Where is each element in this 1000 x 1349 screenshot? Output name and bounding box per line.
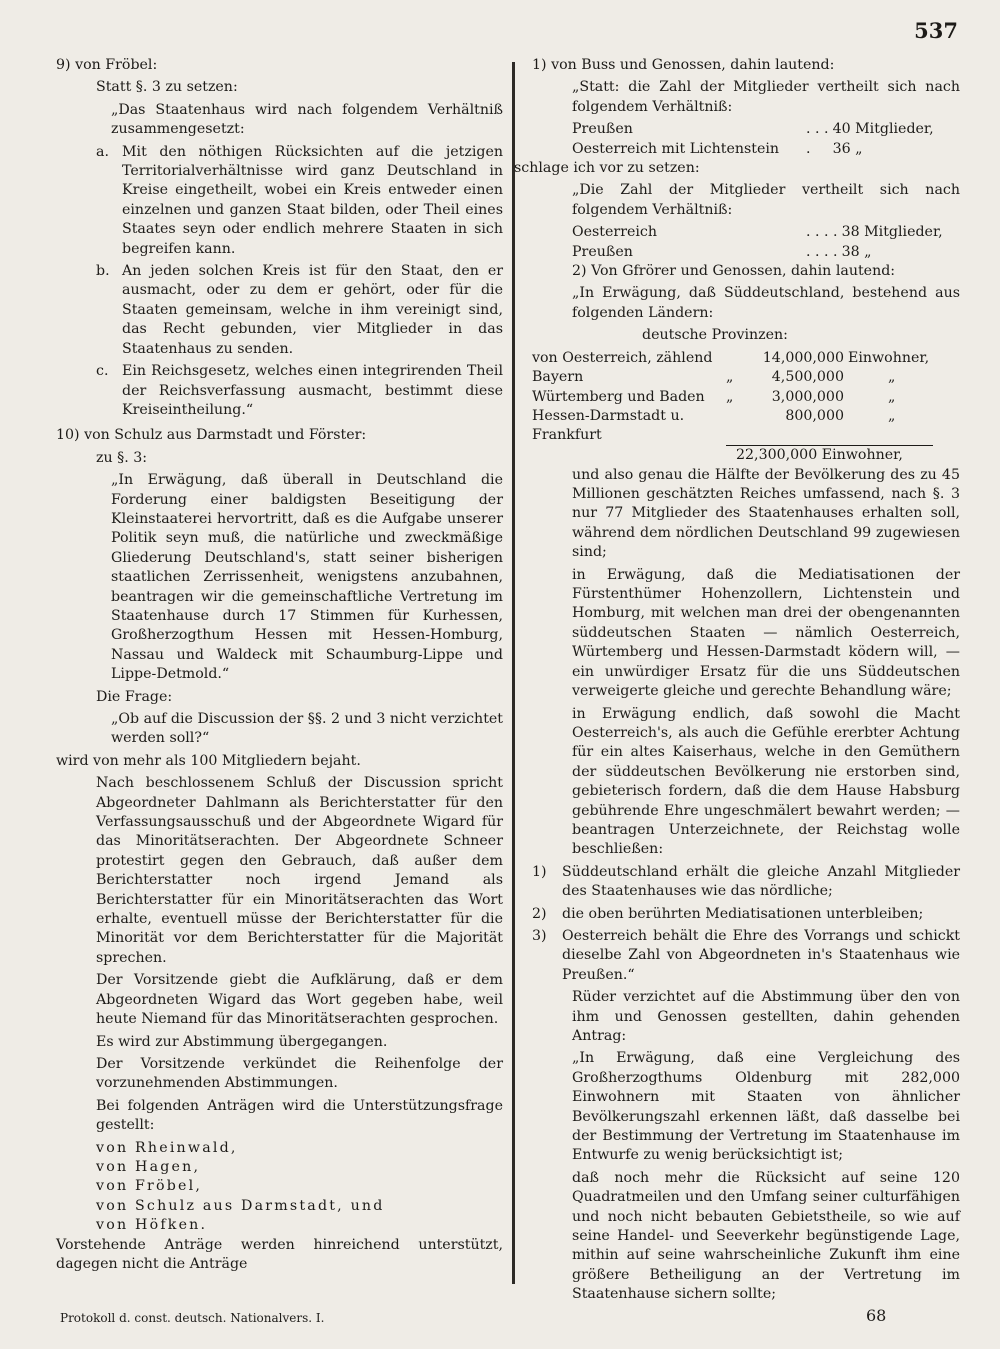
numbered-item-1 xyxy=(532,863,960,902)
cell-empty xyxy=(532,446,726,466)
paragraph-vorsitzende-2: Der Vorsitzende verkündet die Reihenfolge der vorzunehmenden Abstimmungen. xyxy=(96,1055,503,1092)
rueder-quote-1: „In Erwägung, daß eine Vergleichung des Großherzogthums Oldenburg mit 282,000 Einwohnern mit Staaten von ähnlicher Bevölkerungszahl erkennen läßt, daß dasselbe bei der Bestimmung der Vertretung im Staatenhause im Entwurfe zu wenig berücksichtigt ist; xyxy=(572,1050,960,1164)
cell-state: Hessen-Darmstadt u. Frankfurt xyxy=(532,407,685,444)
cell-state: von Oesterreich, zählend xyxy=(532,349,713,366)
list-item: von Rheinwald, xyxy=(96,1139,238,1156)
table-row xyxy=(532,388,933,407)
cell-total: 22,300,000 Einwohner, xyxy=(726,446,933,466)
table-row xyxy=(532,407,933,446)
motion-9-intro: Statt §. 3 zu setzen: xyxy=(96,79,238,96)
cell-value: 38 Mitglieder, xyxy=(841,224,943,241)
numbered-item-2 xyxy=(532,905,960,924)
list-item: von Fröbel, xyxy=(96,1178,203,1195)
question-answer: wird von mehr als 100 Mitgliedern bejaht. xyxy=(56,752,361,769)
item-text: An jeden solchen Kreis ist für den Staat, den er ausmacht, oder zu dem er gehört, oder für die Staaten gemeinsam, welche in ihm vereinigt sind, das Recht gebunden, vier Mitglieder in das Staatenhaus zu senden. xyxy=(122,263,503,357)
cell-value: 38 „ xyxy=(841,243,872,260)
motion-9-item-a xyxy=(56,143,503,259)
cell-state: Bayern xyxy=(532,369,584,386)
item-label: 3) xyxy=(532,927,547,944)
cell-state: Oesterreich xyxy=(572,224,657,241)
item-text: Oesterreich behält die Ehre des Vorrangs und schickt dieselbe Zahl von Abgeordneten in's Staatenhaus wie Preußen.“ xyxy=(562,927,960,983)
cell-unit: „ xyxy=(888,369,896,386)
cell-unit: Einwohner, xyxy=(848,349,930,366)
motion-9-heading: 9) von Fröbel: xyxy=(56,57,158,73)
table-row xyxy=(572,120,938,139)
paragraph-unterstuetzung: Bei folgenden Anträgen wird die Unterstützungsfrage gestellt: xyxy=(96,1097,503,1134)
cell-state: Preußen xyxy=(572,121,633,138)
cell-ditto: „ xyxy=(726,369,734,386)
cell-value: 3,000,000 xyxy=(771,388,844,405)
cell-ditto: „ xyxy=(726,388,734,405)
motion-list xyxy=(56,1139,503,1236)
list-item: von Hagen, xyxy=(96,1158,201,1175)
left-column xyxy=(56,56,503,1277)
item-label: b. xyxy=(96,263,110,280)
motion-2-heading: 2) Von Gfrörer und Genossen, dahin lautend: xyxy=(572,263,896,280)
motion-9-quote: „Das Staatenhaus wird nach folgendem Verhältniß zusammengesetzt: xyxy=(111,101,503,138)
paragraph-abstimmung: Es wird zur Abstimmung übergegangen. xyxy=(96,1033,388,1050)
motion-2-para-1: und also genau die Hälfte der Bevölkerung des zu 45 Millionen geschätzten Reiches umfassend, nach §. 3 nur 77 Mitglieder des Staatenhauses erhalten soll, während dem nördlichen Deutschland 99 zugewiesen sind; xyxy=(572,466,960,561)
paragraph-vorsitzende-1: Der Vorsitzende giebt die Aufklärung, daß er dem Abgeordneten Wigard das Wort gegeben habe, weil heute Niemand für das Minoritätserachten gesprochen. xyxy=(96,972,503,1028)
rueder-quote-2: daß noch mehr die Rücksicht auf seine 120 Quadratmeilen und den Umfang seiner culturfähigen und noch nicht bebauten Gebietstheile, so wie auf seine Handel- und Seeverkehr begünstigende Lage, mithin auf seine wahrscheinliche Zukunft ihm eine größere Betheiligung an der Vertretung im Staatenhause sichern sollte; xyxy=(572,1169,960,1303)
cell-value: 14,000,000 xyxy=(762,349,844,366)
cell-dots: . xyxy=(806,140,811,157)
item-label: 1) xyxy=(532,863,547,880)
cell-dots: . . . . xyxy=(806,243,838,260)
cell-value: 800,000 xyxy=(785,407,844,424)
table-proposed-distribution xyxy=(572,223,947,262)
cell-state: Würtemberg und Baden xyxy=(532,388,705,405)
cell-value: 40 Mitglieder, xyxy=(832,121,934,138)
cell-dots: . . . . xyxy=(806,224,838,241)
cell-value: 36 „ xyxy=(832,140,863,157)
item-label: 2) xyxy=(532,905,547,922)
list-item: von Schulz aus Darmstadt, und xyxy=(96,1197,385,1214)
table-row xyxy=(572,243,947,262)
table-total-row xyxy=(532,446,933,466)
motion-10-heading: 10) von Schulz aus Darmstadt und Förster: xyxy=(56,427,367,444)
item-text: Ein Reichsgesetz, welches einen integrirenden Theil der Reichsverfassung ausmacht, bestimmt diese Kreiseintheilung.“ xyxy=(122,363,503,418)
question-intro: Die Frage: xyxy=(96,688,173,705)
footer-title: Protokoll d. const. deutsch. Nationalvers. I. xyxy=(60,1311,325,1325)
item-label: a. xyxy=(96,143,109,160)
motion-1-quote-2: „Die Zahl der Mitglieder vertheilt sich nach folgendem Verhältniß: xyxy=(572,182,960,218)
motion-2-para-2: in Erwägung, daß die Mediatisationen der Fürstenthümer Hohenzollern, Lichtenstein und Homburg, mit welchen man drei der obengenannten süddeutschen Staaten — nämlich Oesterreich, Würtemberg und Hessen-Darmstadt ködern will, — ein unwürdiger Ersatz für die uns Süddeutschen verweigerte gleiche und gerechte Behandlung wäre; xyxy=(572,566,960,700)
cell-unit: „ xyxy=(888,388,896,405)
column-divider xyxy=(512,62,515,1284)
motion-1-heading: 1) von Buss und Genossen, dahin lautend: xyxy=(532,57,835,73)
right-column xyxy=(514,56,960,1308)
motion-9-item-b xyxy=(56,262,503,359)
motion-1-quote: „Statt: die Zahl der Mitglieder vertheilt sich nach folgendem Verhältniß: xyxy=(572,79,960,115)
cell-dots: . . . xyxy=(806,121,829,138)
numbered-item-3 xyxy=(532,927,960,985)
cell-ditto xyxy=(726,349,754,368)
item-label: c. xyxy=(96,363,109,380)
cell-value: 4,500,000 xyxy=(771,369,844,386)
provinces-heading: deutsche Provinzen: xyxy=(642,327,788,344)
motion-10-quote: „In Erwägung, daß überall in Deutschland die Forderung einer baldigsten Beseitigung der Kleinstaaterei hervortritt, daß es die Aufgabe unserer Politik seyn muß, die natürliche und zweckmäßige Gliederung Deutschland's, statt seiner bisherigen staatlichen Zerrissenheit, wenigstens anzubahnen, beantragen wir die gemeinschaftliche Vertretung im Staatenhause durch 17 Stimmen für Kurhessen, Großherzogthum Hessen mit Hessen-Homburg, Nassau und Waldeck mit Schaumburg-Lippe und Lippe-Detmold.“ xyxy=(111,472,503,683)
paragraph-vorstehende: Vorstehende Anträge werden hinreichend unterstützt, dagegen nicht die Anträge xyxy=(56,1236,503,1272)
item-text: Süddeutschland erhält die gleiche Anzahl Mitglieder des Staatenhauses wie das nördliche; xyxy=(562,863,960,900)
motion-2-quote: „In Erwägung, daß Süddeutschland, bestehend aus folgenden Ländern: xyxy=(572,285,960,321)
motion-9-item-c xyxy=(56,362,503,420)
table-row xyxy=(532,368,933,387)
list-item: von Höfken. xyxy=(96,1217,208,1234)
motion-1-mid: schlage ich vor zu setzen: xyxy=(514,160,700,177)
table-row xyxy=(572,223,947,242)
cell-unit: „ xyxy=(888,407,896,424)
rueder-paragraph: Rüder verzichtet auf die Abstimmung über den von ihm und Genossen gestellten, dahin gehenden Antrag: xyxy=(572,989,960,1044)
table-current-distribution xyxy=(572,120,938,159)
motion-10-intro: zu §. 3: xyxy=(96,449,148,466)
cell-state: Oesterreich mit Lichtenstein xyxy=(572,140,780,157)
question-text: „Ob auf die Discussion der §§. 2 und 3 nicht verzichtet werden soll?“ xyxy=(111,711,503,747)
table-row xyxy=(572,140,938,159)
motion-2-para-3: in Erwägung endlich, daß sowohl die Macht Oesterreich's, als auch die Gefühle ererbter Achtung für ein altes Kaiserhaus, welche in den Gemüthern der süddeutschen Bevölkerung nie erstorben sind, gebieterisch fordern, daß die dem Hause Habsburg gebührende Ehre ungeschmälert bewahrt werden; — beantragen Unterzeichnete, der Reichstag wolle beschließen: xyxy=(572,705,960,858)
table-population xyxy=(532,349,933,466)
footer-signature: 68 xyxy=(866,1306,887,1325)
cell-ditto xyxy=(726,407,754,446)
item-text: Mit den nöthigen Rücksichten auf die jetzigen Territorialverhältnisse wird ganz Deutschland in Kreise eingetheilt, wobei ein Kreis entweder einen einzelnen und ganzen Staat bilden, oder Theil eines Staates seyn oder endlich mehrere Staaten in sich begreifen kann. xyxy=(122,143,503,257)
cell-state: Preußen xyxy=(572,243,633,260)
paragraph-dahlmann: Nach beschlossenem Schluß der Discussion spricht Abgeordneter Dahlmann als Berichterstatter für den Verfassungsausschuß und der Abgeordnete Wigard für das Minoritätserachten. Der Abgeordnete Schneer protestirt gegen den Gebrauch, daß außer dem Berichterstatter noch irgend Jemand als Berichterstatter für ein Minoritätserachten das Wort erhalte, eventuell müsse der Berichterstatter für die Minorität vor dem Berichterstatter für die Majorität sprechen. xyxy=(96,775,503,966)
table-row xyxy=(532,349,933,368)
item-text: die oben berührten Mediatisationen unterbleiben; xyxy=(562,905,924,922)
page-number: 537 xyxy=(914,18,958,43)
